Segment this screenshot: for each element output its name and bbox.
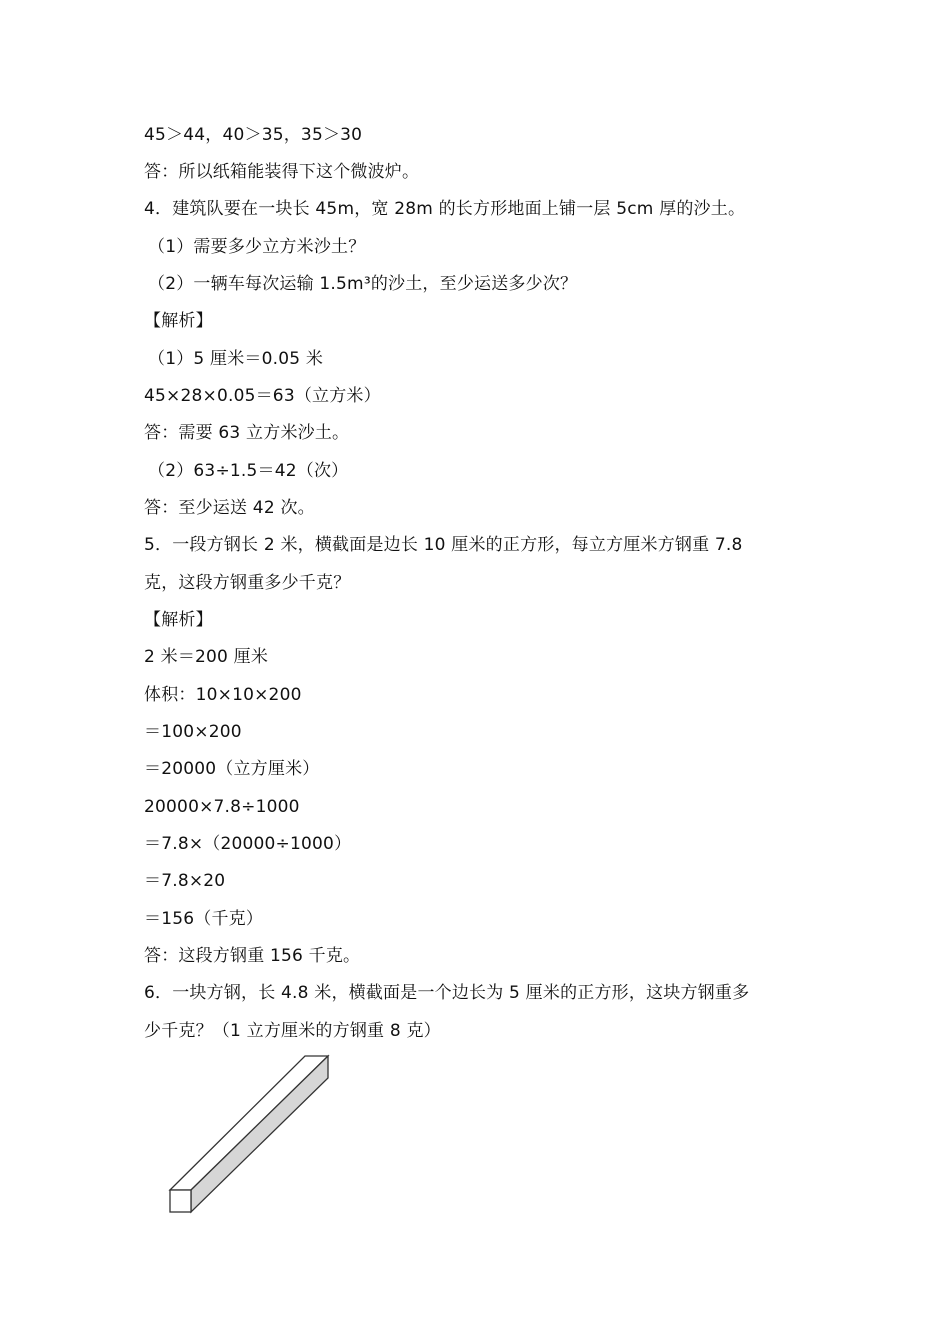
text-line: （1）需要多少立方米沙土？ — [148, 237, 366, 257]
steel-bar-front-face — [170, 1190, 191, 1212]
text-line: （2）63÷1.5＝42（次） — [148, 461, 349, 481]
analysis-heading: 【解析】 — [144, 610, 213, 630]
text-line: 答：至少运送 42 次。 — [144, 498, 315, 518]
question-5-text: 5．一段方钢长 2 米，横截面是边长 10 厘米的正方形，每立方厘米方钢重 7.8 — [144, 535, 743, 555]
text-line: ＝20000（立方厘米） — [144, 759, 320, 779]
text-line: （2）一辆车每次运输 1.5m³的沙土，至少运送多少次？ — [148, 274, 578, 294]
text-line: 答：这段方钢重 156 千克。 — [144, 946, 361, 966]
question-4-text: 4．建筑队要在一块长 45m，宽 28m 的长方形地面上铺一层 5cm 厚的沙土。 — [144, 199, 746, 219]
text-line: ＝100×200 — [144, 722, 242, 742]
steel-bar-top-face — [170, 1056, 328, 1190]
analysis-heading: 【解析】 — [144, 311, 213, 331]
text-line: （1）5 厘米＝0.05 米 — [148, 349, 324, 369]
text-line: ＝156（千克） — [144, 909, 264, 929]
text-line: 答：所以纸箱能装得下这个微波炉。 — [144, 162, 420, 182]
text-line: 20000×7.8÷1000 — [144, 797, 300, 817]
text-line: 答：需要 63 立方米沙土。 — [144, 423, 350, 443]
steel-bar-side-face — [191, 1056, 328, 1212]
text-line: 45＞44，40＞35，35＞30 — [144, 125, 363, 145]
text-line: 2 米＝200 厘米 — [144, 647, 269, 667]
question-6-text: 少千克？（1 立方厘米的方钢重 8 克） — [144, 1021, 441, 1041]
question-6-text: 6．一块方钢，长 4.8 米，横截面是一个边长为 5 厘米的正方形，这块方钢重多 — [144, 983, 750, 1003]
text-line: ＝7.8×20 — [144, 871, 226, 891]
text-line: 45×28×0.05＝63（立方米） — [144, 386, 381, 406]
question-5-text: 克，这段方钢重多少千克？ — [144, 573, 351, 593]
text-line: 体积：10×10×200 — [144, 685, 302, 705]
text-line: ＝7.8×（20000÷1000） — [144, 834, 352, 854]
steel-bar-figure — [165, 1052, 335, 1218]
